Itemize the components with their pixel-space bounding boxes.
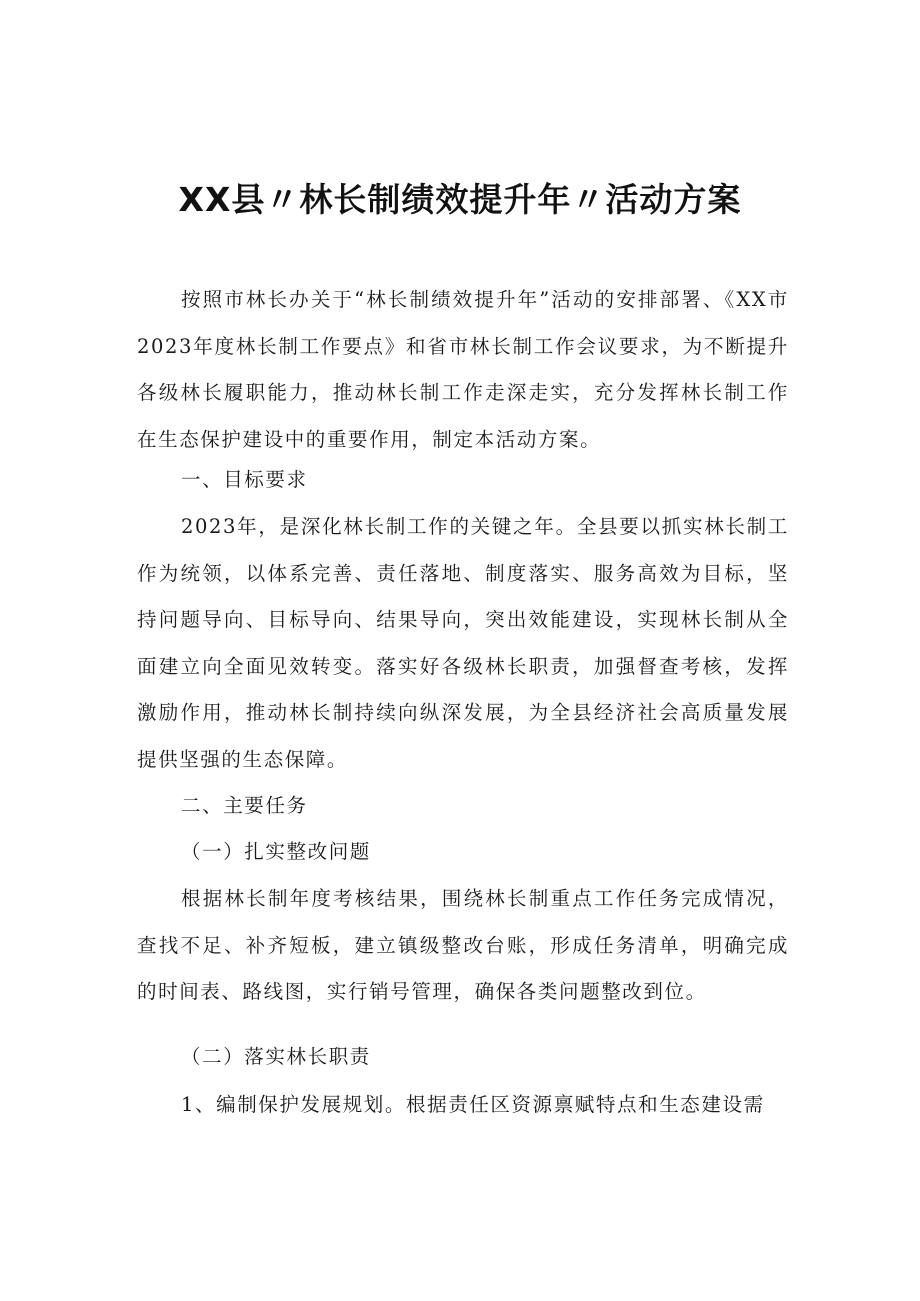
subsection-heading-rectify: （一）扎实整改问题	[181, 840, 371, 863]
rectify-paragraph: 根据林长制年度考核结果，围绕林长制重点工作任务完成情况，查找不足、补齐短板，建立镇级整改台账，形成任务清单，明确完成的时间表、路线图，实行销号管理，确保各类问题整改到位。	[137, 887, 789, 1003]
section-heading-tasks: 二、主要任务	[181, 794, 308, 817]
section-heading-goals: 一、目标要求	[181, 468, 308, 491]
intro-paragraph: 按照市林长办关于“林长制绩效提升年”活动的安排部署、《XX市2023年度林长制工作要点》和省市林长制工作会议要求，为不断提升各级林长履职能力，推动林长制工作走深走实，充分发挥林长制工作在生态保护建设中的重要作用，制定本活动方案。	[137, 288, 789, 451]
goals-paragraph: 2023年，是深化林长制工作的关键之年。全县要以抓实林长制工作为统领，以体系完善、责任落地、制度落实、服务高效为目标，坚持问题导向、目标导向、结果导向，突出效能建设，实现林长制从全面建立向全面见效转变。落实好各级林长职责，加强督查考核，发挥激励作用，推动林长制持续向纵深发展，为全县经济社会高质量发展提供坚强的生态保障。	[137, 515, 789, 771]
document-title: XX县〃林长制绩效提升年〃活动方案	[178, 180, 742, 219]
subsection-heading-duties: （二）落实林长职责	[181, 1045, 371, 1068]
duties-item-1: 1、编制保护发展规划。根据责任区资源禀赋特点和生态建设需	[181, 1093, 765, 1116]
